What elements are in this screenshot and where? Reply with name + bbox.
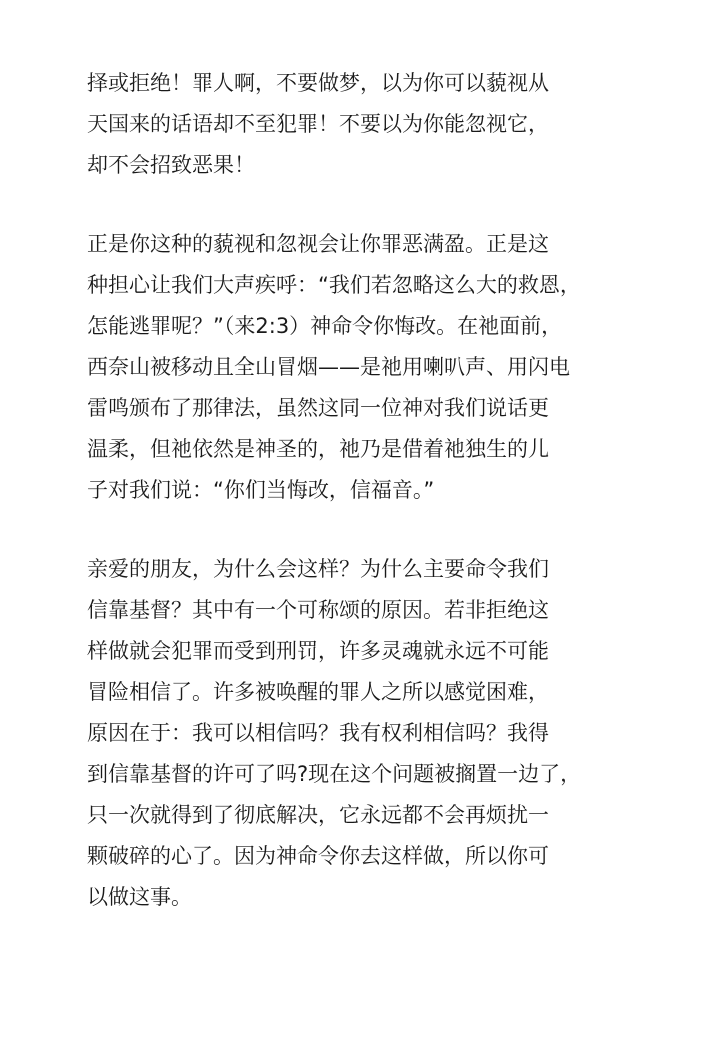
text-line: 样做就会犯罪而受到刑罚，许多灵魂就永远不可能 <box>87 639 549 663</box>
text-line: 正是你这种的藐视和忽视会让你罪恶满盈。正是这 <box>87 232 549 256</box>
text-line: 子对我们说：“你们当悔改，信福音。” <box>87 478 435 502</box>
text-line: 择或拒绝！罪人啊，不要做梦，以为你可以藐视从 <box>87 71 549 95</box>
text-line: 西奈山被移动且全山冒烟——是祂用喇叭声、用闪电 <box>87 355 570 379</box>
paragraph-2 <box>87 224 647 511</box>
text-line: 雷鸣颁布了那律法，虽然这同一位神对我们说话更 <box>87 396 549 420</box>
text-line: 种担心让我们大声疾呼：“我们若忽略这么大的救恩， <box>87 273 581 297</box>
paragraph-1 <box>87 63 647 186</box>
text-line: 只一次就得到了彻底解决，它永远都不会再烦扰一 <box>87 803 549 827</box>
text-line: 到信靠基督的许可了吗?现在这个问题被搁置一边了， <box>87 762 582 786</box>
text-line: 以做这事。 <box>87 885 192 909</box>
document-body <box>87 63 647 956</box>
text-line: 信靠基督？其中有一个可称颂的原因。若非拒绝这 <box>87 598 549 622</box>
text-line: 却不会招致恶果！ <box>87 153 255 177</box>
text-line: 温柔，但祂依然是神圣的，祂乃是借着祂独生的儿 <box>87 437 549 461</box>
text-line: 原因在于：我可以相信吗？我有权利相信吗？我得 <box>87 721 549 745</box>
text-line: 怎能逃罪呢？”（来2:3）神命令你悔改。在祂面前， <box>87 314 563 338</box>
text-line: 冒险相信了。许多被唤醒的罪人之所以感觉困难， <box>87 680 549 704</box>
text-line: 天国来的话语却不至犯罪！不要以为你能忽视它， <box>87 112 549 136</box>
text-line: 颗破碎的心了。因为神命令你去这样做，所以你可 <box>87 844 549 868</box>
text-line: 亲爱的朋友，为什么会这样？为什么主要命令我们 <box>87 557 549 581</box>
paragraph-3 <box>87 549 647 918</box>
